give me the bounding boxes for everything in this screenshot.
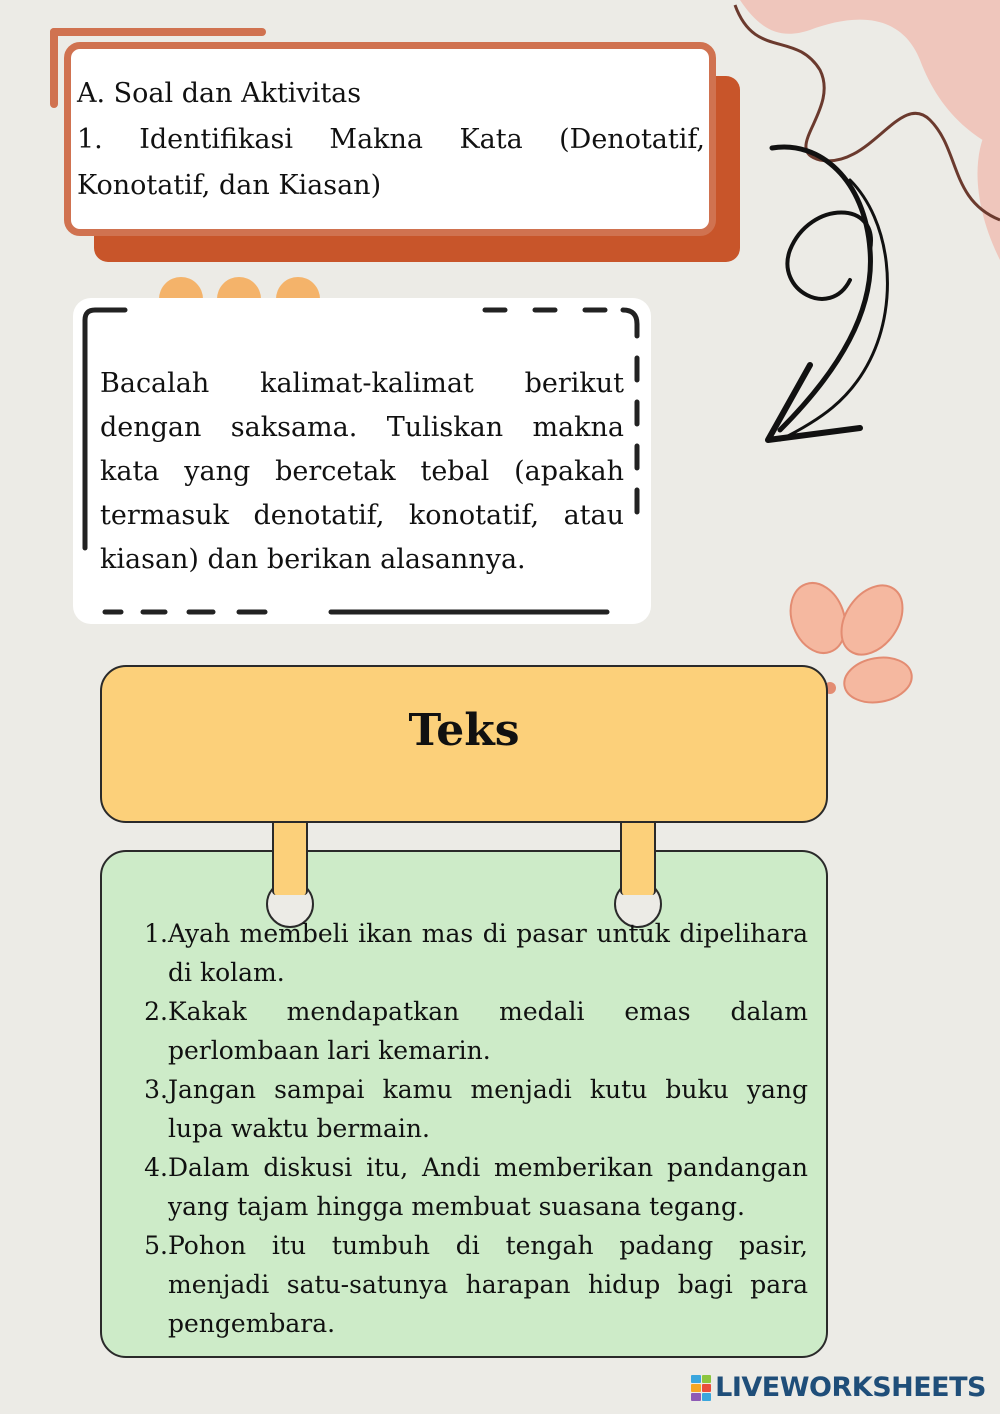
banner-strap-front [620,821,656,895]
list-item: 5. Pohon itu tumbuh di tengah padang pasir, menjadi satu-satunya harapan hidup bagi para pengembara. [144,1231,808,1338]
list-item: 4. Dalam diskusi itu, Andi memberikan pandangan yang tajam hingga membuat suasana tegang. [144,1153,808,1221]
header-card [64,42,716,236]
header-accent-line-vertical [50,28,58,108]
logo-mark-icon [691,1375,711,1401]
logo-text: LIVEWORKSHEETS [715,1372,986,1403]
list-item: 2. Kakak mendapatkan medali emas dalam perlombaan lari kemarin. [144,997,808,1065]
curly-arrow-icon [750,140,950,460]
list-item: 1. Ayah membeli ikan mas di pasar untuk dipelihara di kolam. [144,919,808,987]
activity-title: 1. Identifikasi Makna Kata (Denotatif, Konotatif, dan Kiasan) [77,124,705,201]
section-title: A. Soal dan Aktivitas [77,78,362,109]
instruction-text: Bacalah kalimat-kalimat berikut dengan saksama. Tuliskan makna kata yang bercetak tebal (apakah termasuk denotatif, konotatif, atau kiasan) dan berikan alasannya. [100,368,624,575]
sentence-list [140,914,808,1343]
liveworksheets-logo[interactable] [691,1372,986,1403]
banner-title: Teks [408,705,520,756]
teks-banner [100,665,828,823]
banner-strap-front [272,821,308,895]
list-item: 3. Jangan sampai kamu menjadi kutu buku yang lupa waktu bermain. [144,1075,808,1143]
header-accent-line [50,28,266,36]
